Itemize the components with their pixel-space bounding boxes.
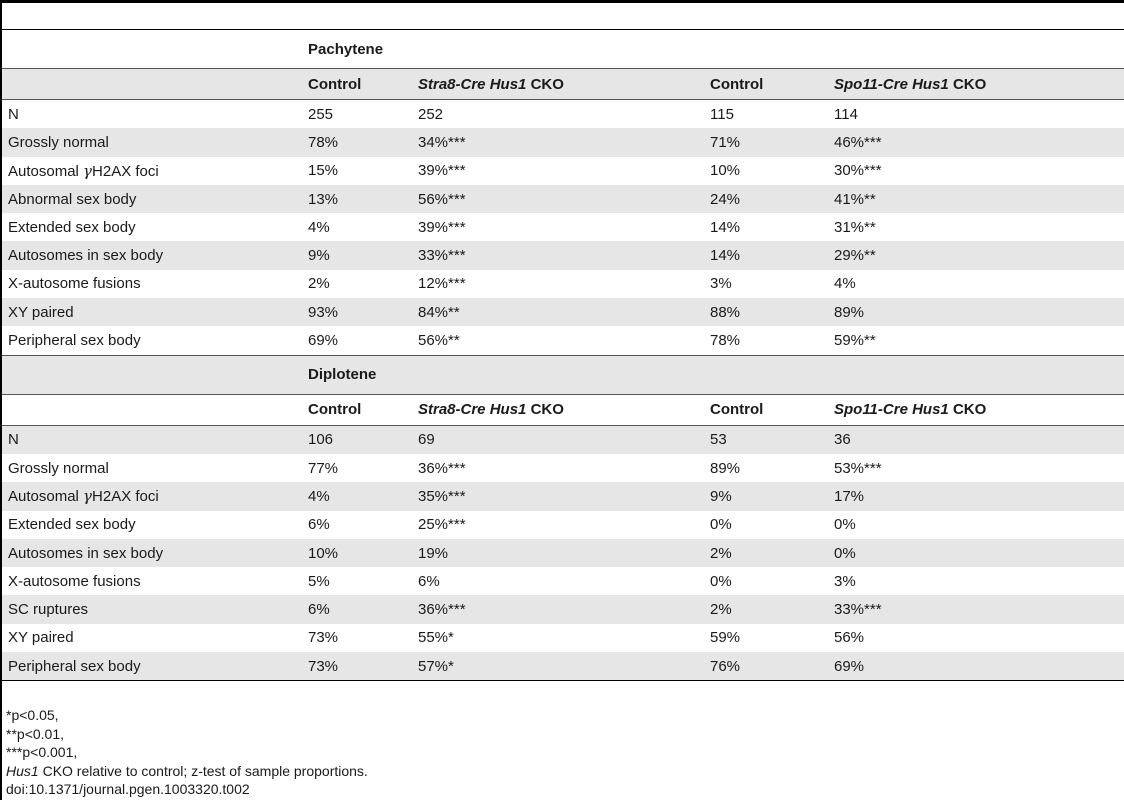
column-header-row bbox=[2, 69, 1124, 100]
section-header-diplotene bbox=[2, 355, 1124, 394]
table-row: XY paired 93% 84%** 88% 89% bbox=[2, 298, 1124, 326]
col-stra8: Stra8-Cre Hus1 CKO bbox=[412, 69, 704, 100]
section-title: Diplotene bbox=[302, 355, 1124, 394]
section-header-pachytene bbox=[2, 30, 1124, 69]
col-stra8: Stra8-Cre Hus1 CKO bbox=[412, 394, 704, 425]
col-control-2: Control bbox=[704, 69, 828, 100]
table-row: Autosomes in sex body 9% 33%*** 14% 29%** bbox=[2, 241, 1124, 269]
col-control-1: Control bbox=[302, 394, 412, 425]
table-row: Grossly normal 78% 34%*** 71% 46%*** bbox=[2, 128, 1124, 156]
table-row: X-autosome fusions 5% 6% 0% 3% bbox=[8, 572, 856, 590]
footnote-p005: *p<0.05, bbox=[6, 707, 59, 723]
table-row: X-autosome fusions 2% 12%*** 3% 4% bbox=[8, 275, 856, 293]
footnote-p0001: ***p<0.001, bbox=[6, 744, 78, 760]
col-control-2: Control bbox=[704, 394, 828, 425]
table-row: Autosomal γH2AX foci 4% 35%*** 9% 17% bbox=[2, 482, 1124, 510]
footnote-method: Hus1 CKO relative to control; z-test of sample proportions. bbox=[6, 762, 368, 779]
table-row: N 255 252 115 114 bbox=[8, 105, 858, 123]
table-row: Abnormal sex body 13% 56%*** 24% 41%** bbox=[2, 185, 1124, 213]
section-title: Pachytene bbox=[302, 30, 1124, 69]
table-row: SC ruptures 6% 36%*** 2% 33%*** bbox=[2, 595, 1124, 623]
table-row: Extended sex body 6% 25%*** 0% 0% bbox=[8, 516, 856, 534]
column-header-row bbox=[2, 394, 1124, 425]
top-border bbox=[0, 0, 1124, 3]
table-footnotes bbox=[6, 706, 368, 799]
footnote-p001: **p<0.01, bbox=[6, 725, 65, 742]
table-row: Autosomal γH2AX foci 15% 39%*** 10% 30%*** bbox=[8, 161, 882, 180]
table-row: Grossly normal 77% 36%*** 89% 53%*** bbox=[8, 459, 882, 477]
results-table bbox=[2, 30, 1124, 681]
table-row: Peripheral sex body 69% 56%** 78% 59%** bbox=[2, 326, 1124, 355]
table-row: Extended sex body 4% 39%*** 14% 31%** bbox=[8, 218, 876, 236]
table-row: XY paired 73% 55%* 59% 56% bbox=[8, 629, 865, 647]
col-control-1: Control bbox=[302, 69, 412, 100]
footnote-doi: doi:10.1371/journal.pgen.1003320.t002 bbox=[6, 781, 250, 797]
col-spo11: Spo11-Cre Hus1 CKO bbox=[828, 394, 1124, 425]
table-row: Peripheral sex body 73% 57%* 76% 69% bbox=[2, 652, 1124, 681]
table-row: Autosomes in sex body 10% 19% 2% 0% bbox=[2, 539, 1124, 567]
col-spo11: Spo11-Cre Hus1 CKO bbox=[828, 69, 1124, 100]
table-row: N 106 69 53 36 bbox=[2, 425, 1124, 454]
